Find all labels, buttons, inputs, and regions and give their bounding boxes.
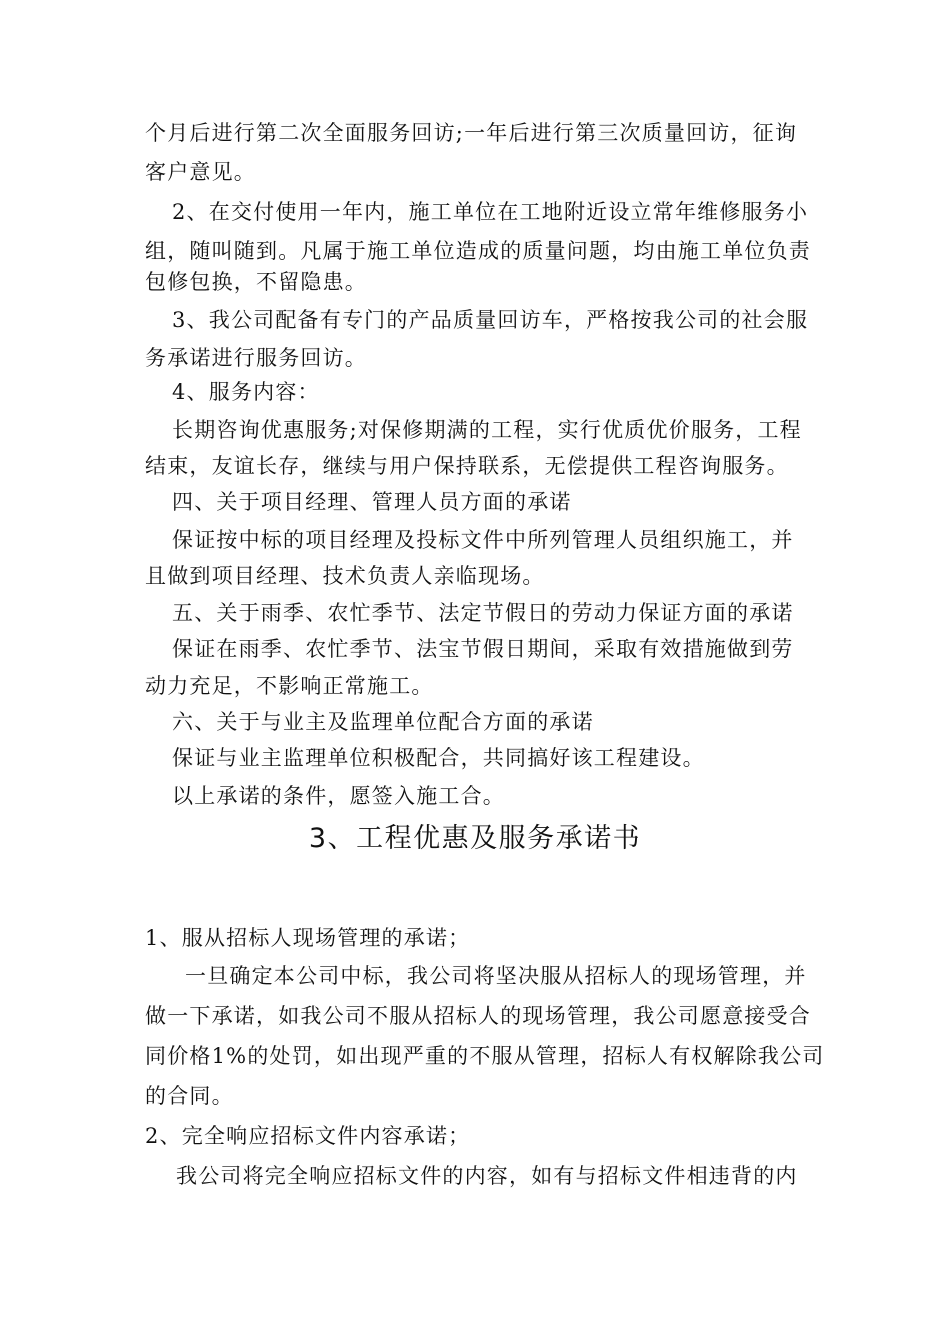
paragraph-line: 2、在交付使用一年内，施工单位在工地附近设立常年维修服务小 (172, 200, 809, 224)
paragraph-line: 的合同。 (145, 1084, 234, 1108)
paragraph-line: 个月后进行第二次全面服务回访;一年后进行第三次质量回访，征询 (145, 121, 798, 145)
paragraph-line: 结束，友谊长存，继续与用户保持联系，无偿提供工程咨询服务。 (145, 454, 789, 478)
paragraph-line: 六、关于与业主及监理单位配合方面的承诺 (172, 710, 594, 734)
paragraph-line: 做一下承诺，如我公司不服从招标人的现场管理，我公司愿意接受合 (145, 1004, 811, 1028)
paragraph-line: 包修包换，不留隐患。 (145, 270, 367, 294)
paragraph-line: 务承诺进行服务回访。 (145, 346, 367, 370)
paragraph-line: 同价格1%的处罚，如出现严重的不服从管理，招标人有权解除我公司 (145, 1044, 825, 1068)
paragraph-line: 4、服务内容： (172, 380, 320, 404)
paragraph-line: 3、我公司配备有专门的产品质量回访车，严格按我公司的社会服 (172, 308, 809, 332)
paragraph-line: 客户意见。 (145, 160, 256, 184)
paragraph-line: 以上承诺的条件，愿签入施工合。 (172, 784, 505, 808)
paragraph-line: 一旦确定本公司中标，我公司将坚决服从招标人的现场管理，并 (185, 964, 807, 988)
paragraph-line: 保证在雨季、农忙季节、法宝节假日期间，采取有效措施做到劳 (172, 637, 794, 661)
paragraph-line: 动力充足，不影响正常施工。 (145, 674, 434, 698)
paragraph-line: 长期咨询优惠服务;对保修期满的工程，实行优质优价服务，工程 (172, 418, 802, 442)
paragraph-line: 保证按中标的项目经理及投标文件中所列管理人员组织施工，并 (172, 528, 794, 552)
paragraph-line: 四、关于项目经理、管理人员方面的承诺 (172, 490, 572, 514)
paragraph-line: 我公司将完全响应招标文件的内容，如有与招标文件相违背的内 (176, 1164, 798, 1188)
paragraph-line: 1、服从招标人现场管理的承诺； (145, 926, 471, 950)
paragraph-line: 组，随叫随到。凡属于施工单位造成的质量问题，均由施工单位负责 (145, 239, 811, 263)
paragraph-line: 保证与业主监理单位积极配合，共同搞好该工程建设。 (172, 746, 705, 770)
paragraph-line: 且做到项目经理、技术负责人亲临现场。 (145, 564, 545, 588)
section-title: 3、工程优惠及服务承诺书 (308, 823, 642, 854)
paragraph-line: 2、完全响应招标文件内容承诺； (145, 1124, 471, 1148)
paragraph-line: 五、关于雨季、农忙季节、法定节假日的劳动力保证方面的承诺 (172, 601, 794, 625)
